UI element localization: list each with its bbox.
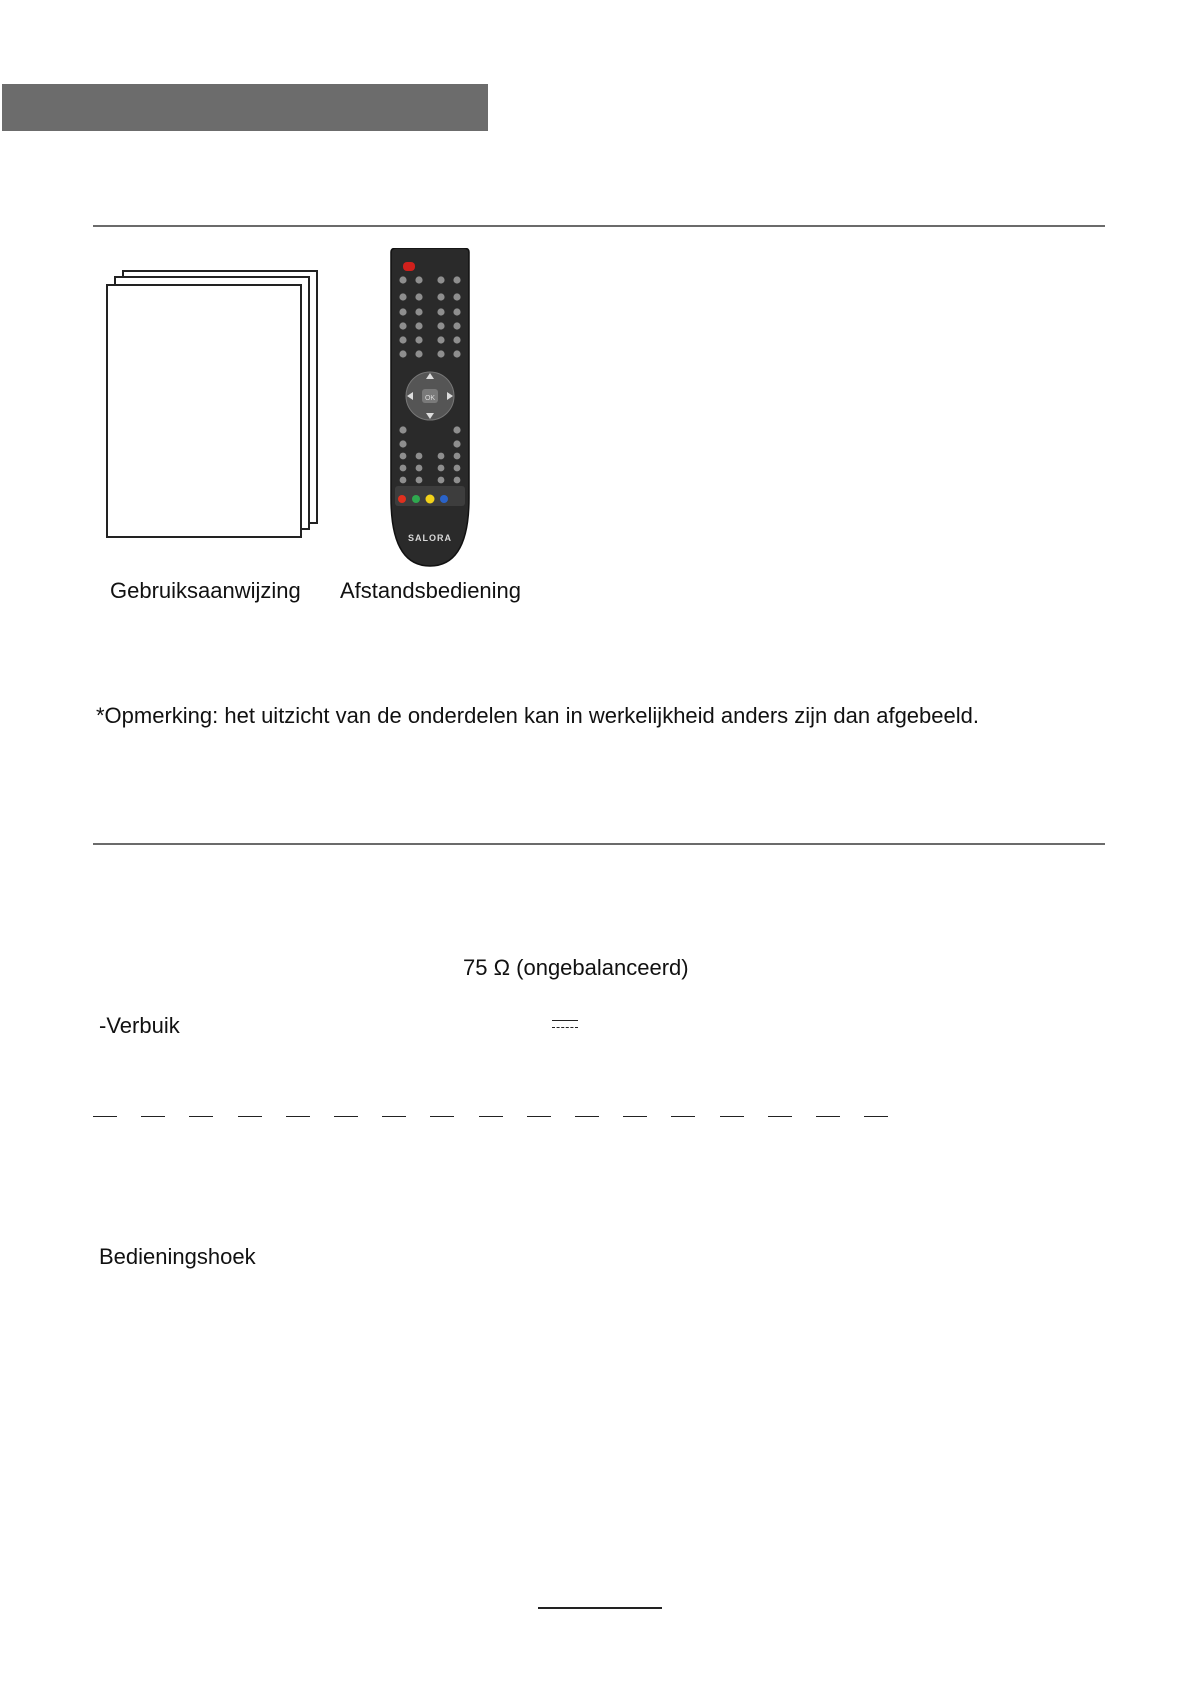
remote-key-icon [454,453,461,460]
dash-segment [286,1116,310,1117]
remote-key-icon [399,350,406,357]
remote-key-icon [438,453,445,460]
remote-key-icon [437,308,444,315]
dash-segment [623,1116,647,1117]
remote-key-icon [399,308,406,315]
remote-key-icon [437,350,444,357]
remote-key-icon [400,453,407,460]
page-number-line [538,1607,662,1609]
remote-key-icon [399,336,406,343]
remote-key-icon [453,276,460,283]
remote-key-icon [415,350,422,357]
remote-key-icon [453,293,460,300]
remote-key-icon [416,465,423,472]
remote-key-icon [453,336,460,343]
dash-segment [93,1116,117,1117]
dash-segment [864,1116,888,1117]
remote-key-icon [415,308,422,315]
consumption-label: -Verbuik [99,1013,180,1038]
remote-key-icon [400,477,407,484]
accessories-note: *Opmerking: het uitzicht van de onderdelen kan in werkelijkheid anders zijn dan afgebeeld. [96,703,979,728]
remote-ok-label: OK [424,395,436,402]
yellow-key-icon [426,495,435,504]
dash-segment [768,1116,792,1117]
remote-key-icon [399,322,406,329]
dash-segment [479,1116,503,1117]
dash-segment [238,1116,262,1117]
remote-key-icon [415,336,422,343]
remote-key-icon [415,293,422,300]
green-key-icon [412,495,420,503]
remote-brand-logo: SALORA [408,533,452,543]
viewing-angle-label: Bedieningshoek [99,1244,256,1269]
blue-key-icon [440,495,448,503]
remote-key-icon [453,350,460,357]
remote-key-icon [399,293,406,300]
remote-key-icon [437,322,444,329]
remote-key-icon [399,276,406,283]
power-button-icon [403,262,415,271]
remote-key-icon [454,477,461,484]
dash-segment [671,1116,695,1117]
remote-key-icon [453,308,460,315]
remote-key-icon [399,426,406,433]
remote-key-icon [437,293,444,300]
dash-segment [141,1116,165,1117]
remote-key-icon [453,440,460,447]
dash-segment [189,1116,213,1117]
section-divider-top [93,225,1105,227]
dashed-separator [93,1104,893,1120]
dash-segment [382,1116,406,1117]
section-divider-specs [93,843,1105,845]
remote-key-icon [415,276,422,283]
remote-key-icon [438,477,445,484]
remote-key-icon [400,465,407,472]
dash-segment [720,1116,744,1117]
accessory-label-manual: Gebruiksaanwijzing [110,578,301,603]
manual-booklet-icon [105,265,325,545]
remote-key-icon [415,322,422,329]
dash-segment [575,1116,599,1117]
remote-key-icon [416,477,423,484]
antenna-impedance-value: 75 Ω (ongebalanceerd) [463,955,689,980]
remote-key-icon [453,322,460,329]
dash-segment [816,1116,840,1117]
remote-key-icon [437,336,444,343]
accessory-label-remote: Afstandsbediening [340,578,522,603]
remote-key-icon [453,426,460,433]
red-key-icon [398,495,406,503]
remote-key-icon [399,440,406,447]
remote-key-icon [438,465,445,472]
section-header-bar [2,84,488,131]
remote-key-icon [416,453,423,460]
dash-segment [334,1116,358,1117]
dc-current-icon [552,1018,580,1032]
dash-segment [430,1116,454,1117]
dash-segment [527,1116,551,1117]
remote-key-icon [437,276,444,283]
remote-key-icon [454,465,461,472]
remote-control-icon [385,248,475,568]
